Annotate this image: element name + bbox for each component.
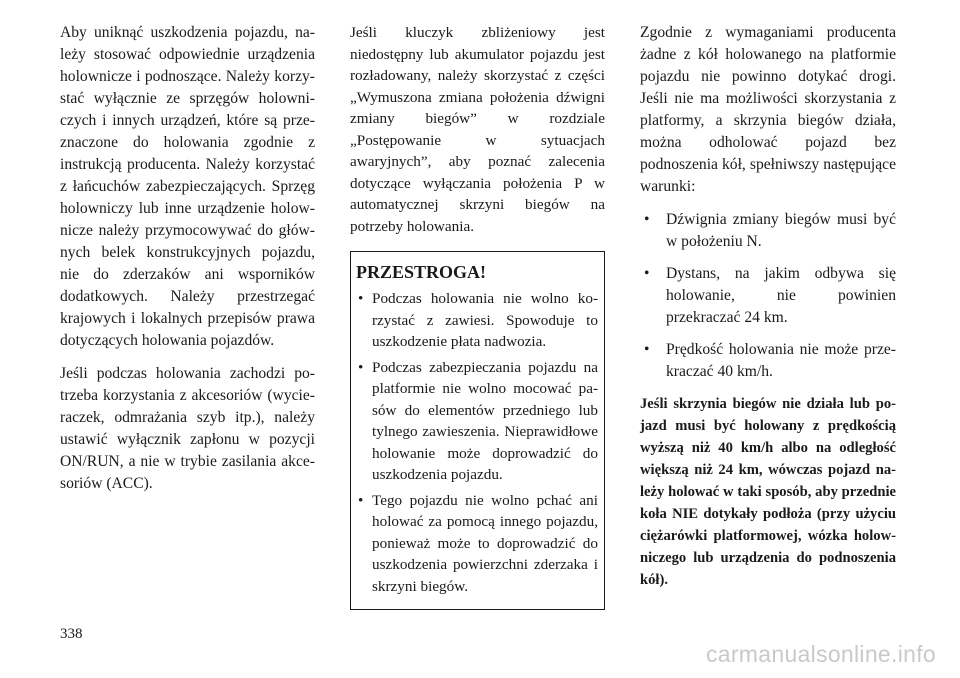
warning-title: PRZESTROGA!: [356, 262, 487, 282]
page-number: 338: [60, 626, 83, 642]
condition-item: • Dźwignia zmiany biegów musi być w położeniu N.: [640, 209, 896, 253]
paragraph-towing-equipment: Aby uniknąć uszkodzenia pojazdu, należy stosować odpowiednie urządzenia holownicze i podnoszące. Należy korzystać wyłącznie ze sprzęgów holowniczych i innych urządzeń, które są przeznaczone do holowania zgodnie z instrukcją producenta. Należy korzystać z łańcuchów zabezpieczających. Sprzęg holowniczy lub inne urządzenie holownicze należy przymocowywać do głównych belek konstrukcyjnych pojazdu, nie do zderzaków ani wsporników dodatkowych. Należy przestrzegać krajowych i lokalnych przepisów prawa dotyczących holowania pojazdów.: [60, 24, 315, 349]
text-column-middle: [350, 22, 605, 610]
condition-item: • Dystans, na jakim odbywa się holowanie, nie powinien przekraczać 24 km.: [640, 263, 896, 329]
condition-item: • Prędkość holowania nie może przekraczać 40 km/h.: [640, 339, 896, 383]
text-column-right: [640, 22, 896, 602]
warning-box: [350, 251, 605, 610]
warning-item: • Podczas zabezpieczania pojazdu na platformie nie wolno mocować pasów do elementów przedniego lub tylnego zawieszenia. Nieprawidłowe holowanie może doprowadzić do uszkodzenia pojazdu.: [356, 357, 598, 486]
warning-item: • Tego pojazdu nie wolno pchać ani holować za pomocą innego pojazdu, ponieważ może to doprowadzić do uszkodzenia powierzchni zderzaka i skrzyni biegów.: [356, 490, 598, 598]
paragraph-bold-notice: Jeśli skrzynia biegów nie działa lub pojazd musi być holowany z prędkością wyższą niż 40 km/h albo na odległość większą niż 24 km, wówczas pojazd należy holować w taki sposób, aby przednie koła NIE dotykały podłoża (przy użyciu ciężarówki platformowej, wózka holowniczego lub urządzenia do podnoszenia kół).: [640, 396, 896, 588]
warning-item: • Podczas holowania nie wolno korzystać z zawiesi. Spowoduje to uszkodzenie płata nadwozia.: [356, 288, 598, 353]
conditions-list: [640, 209, 896, 383]
watermark: carmanualsonline.info: [705, 641, 936, 667]
paragraph-proximity-key: Jeśli kluczyk zbliżeniowy jest niedostępny lub akumulator pojazdu jest rozładowany, należy skorzystać z części „Wymuszona zmiana położenia dźwigni zmiany biegów” w rozdziale „Postępowanie w sytuacjach awaryjnych”, aby poznać zalecenia dotyczące wyłączania położenia P w automatycznej skrzyni biegów na potrzeby holowania.: [350, 24, 605, 235]
paragraph-manufacturer-requirements: Zgodnie z wymaganiami producenta żadne z kół holowanego na platformie pojazdu nie powinno dotykać drogi. Jeśli nie ma możliwości skorzystania z platformy, a skrzynia biegów działa, można odholować pojazd bez podnoszenia kół, spełniwszy następujące warunki:: [640, 24, 896, 195]
warning-list: [356, 288, 598, 597]
paragraph-accessories: Jeśli podczas holowania zachodzi potrzeba korzystania z akcesoriów (wycieraczek, odmrażania szyb itp.), należy ustawić wyłącznik zapłonu w pozycji ON/RUN, a nie w trybie zasilania akcesoriów (ACC).: [60, 365, 315, 492]
text-column-left: [60, 22, 315, 506]
